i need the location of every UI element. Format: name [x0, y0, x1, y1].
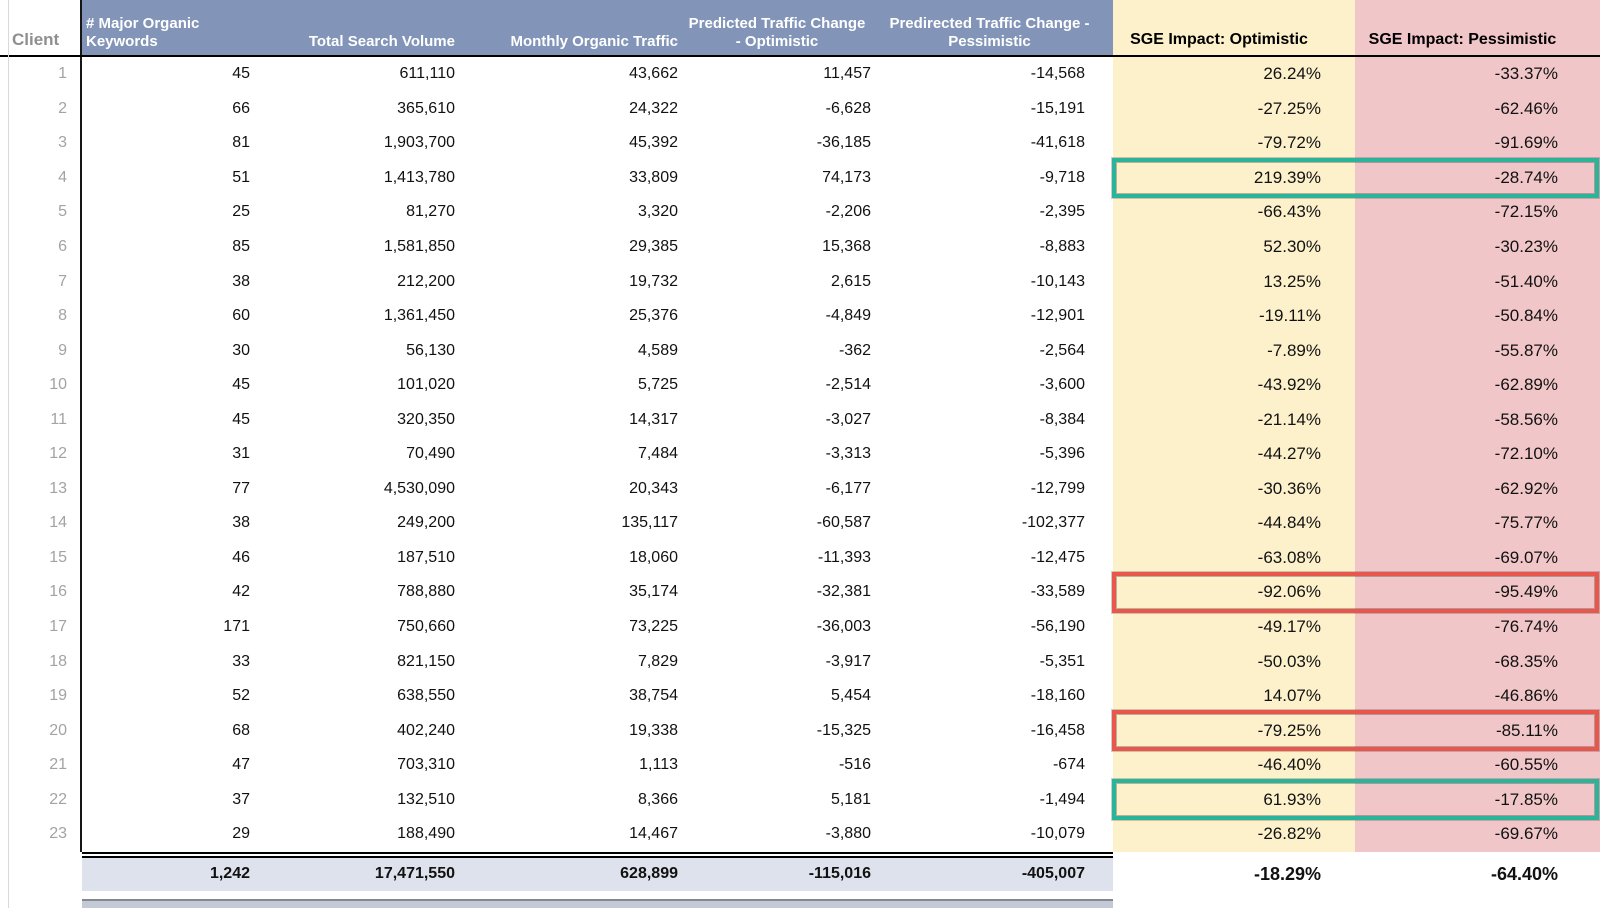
- cell-organic-traffic[interactable]: 3,320: [465, 195, 688, 230]
- cell-sge-optimistic[interactable]: -19.11%: [1113, 299, 1355, 334]
- cell-predicted-optimistic[interactable]: 15,368: [688, 230, 880, 265]
- cell-sge-pessimistic[interactable]: -60.55%: [1355, 748, 1600, 783]
- cell-keywords[interactable]: 171: [82, 610, 260, 645]
- cell-predicted-pessimistic[interactable]: -5,396: [880, 437, 1113, 472]
- total-predicted-pessimistic[interactable]: -405,007: [880, 858, 1113, 891]
- cell-sge-optimistic[interactable]: -46.40%: [1113, 748, 1355, 783]
- cell-search-volume[interactable]: 188,490: [260, 817, 465, 852]
- header-row: [0, 0, 1600, 57]
- cell-sge-pessimistic[interactable]: -17.85%: [1355, 782, 1600, 817]
- cell-predicted-optimistic[interactable]: 11,457: [688, 57, 880, 92]
- cell-organic-traffic[interactable]: 7,829: [465, 644, 688, 679]
- cell-client[interactable]: 1: [0, 57, 82, 92]
- cell-search-volume[interactable]: 81,270: [260, 195, 465, 230]
- cell-predicted-pessimistic[interactable]: -10,079: [880, 817, 1113, 852]
- cell-sge-optimistic[interactable]: -44.84%: [1113, 506, 1355, 541]
- cell-client[interactable]: 8: [0, 299, 82, 334]
- cell-sge-pessimistic[interactable]: -50.84%: [1355, 299, 1600, 334]
- cell-keywords[interactable]: 30: [82, 333, 260, 368]
- cell-predicted-pessimistic[interactable]: -12,901: [880, 299, 1113, 334]
- cell-organic-traffic[interactable]: 25,376: [465, 299, 688, 334]
- column-header-sge-optimistic[interactable]: SGE Impact: Optimistic: [1113, 0, 1355, 55]
- cell-search-volume[interactable]: 365,610: [260, 92, 465, 127]
- cell-predicted-pessimistic[interactable]: -33,589: [880, 575, 1113, 610]
- table-row: [0, 541, 1600, 576]
- cell-organic-traffic[interactable]: 1,113: [465, 748, 688, 783]
- cell-client[interactable]: 6: [0, 230, 82, 265]
- table-row: [0, 437, 1600, 472]
- cell-predicted-optimistic[interactable]: -2,206: [688, 195, 880, 230]
- cell-keywords[interactable]: 38: [82, 506, 260, 541]
- table-row: [0, 679, 1600, 714]
- cell-organic-traffic[interactable]: 38,754: [465, 679, 688, 714]
- cell-predicted-optimistic[interactable]: 5,454: [688, 679, 880, 714]
- cell-organic-traffic[interactable]: 14,467: [465, 817, 688, 852]
- cell-predicted-pessimistic[interactable]: -41,618: [880, 126, 1113, 161]
- cell-organic-traffic[interactable]: 135,117: [465, 506, 688, 541]
- table-row: [0, 817, 1600, 852]
- cell-search-volume[interactable]: 1,903,700: [260, 126, 465, 161]
- cell-sge-pessimistic[interactable]: -51.40%: [1355, 264, 1600, 299]
- cell-sge-pessimistic[interactable]: -91.69%: [1355, 126, 1600, 161]
- table-row: [0, 748, 1600, 783]
- cell-predicted-optimistic[interactable]: -32,381: [688, 575, 880, 610]
- total-predicted-optimistic[interactable]: -115,016: [688, 858, 880, 891]
- table-row: [0, 782, 1600, 817]
- cell-keywords[interactable]: 31: [82, 437, 260, 472]
- cell-organic-traffic[interactable]: 7,484: [465, 437, 688, 472]
- cell-organic-traffic[interactable]: 24,322: [465, 92, 688, 127]
- cell-keywords[interactable]: 68: [82, 713, 260, 748]
- cell-organic-traffic[interactable]: 43,662: [465, 57, 688, 92]
- cell-predicted-pessimistic[interactable]: -9,718: [880, 161, 1113, 196]
- cell-sge-optimistic[interactable]: -49.17%: [1113, 610, 1355, 645]
- cell-sge-pessimistic[interactable]: -30.23%: [1355, 230, 1600, 265]
- table-row: [0, 333, 1600, 368]
- cell-client[interactable]: 22: [0, 782, 82, 817]
- cell-sge-optimistic[interactable]: -27.25%: [1113, 92, 1355, 127]
- cell-organic-traffic[interactable]: 20,343: [465, 472, 688, 507]
- cell-client[interactable]: 2: [0, 92, 82, 127]
- table-body: [0, 57, 1600, 852]
- cell-search-volume[interactable]: 821,150: [260, 644, 465, 679]
- total-organic-traffic[interactable]: 628,899: [465, 858, 688, 891]
- column-header-organic-traffic[interactable]: Monthly Organic Traffic: [465, 0, 688, 55]
- cell-predicted-pessimistic[interactable]: -8,883: [880, 230, 1113, 265]
- cell-search-volume[interactable]: 638,550: [260, 679, 465, 714]
- cell-sge-pessimistic[interactable]: -69.67%: [1355, 817, 1600, 852]
- cell-predicted-optimistic[interactable]: -3,880: [688, 817, 880, 852]
- column-header-keywords[interactable]: # Major Organic Keywords: [82, 0, 260, 55]
- cell-client[interactable]: 5: [0, 195, 82, 230]
- cell-keywords[interactable]: 45: [82, 402, 260, 437]
- table-row: [0, 506, 1600, 541]
- table-row: [0, 299, 1600, 334]
- cell-predicted-pessimistic[interactable]: -5,351: [880, 644, 1113, 679]
- cell-sge-pessimistic[interactable]: -75.77%: [1355, 506, 1600, 541]
- cell-predicted-optimistic[interactable]: -11,393: [688, 541, 880, 576]
- cell-client[interactable]: 11: [0, 402, 82, 437]
- cell-sge-pessimistic[interactable]: -85.11%: [1355, 713, 1600, 748]
- cell-predicted-pessimistic[interactable]: -8,384: [880, 402, 1113, 437]
- cell-sge-pessimistic[interactable]: -72.10%: [1355, 437, 1600, 472]
- cell-sge-optimistic[interactable]: -43.92%: [1113, 368, 1355, 403]
- cell-predicted-optimistic[interactable]: -516: [688, 748, 880, 783]
- cell-sge-optimistic[interactable]: 13.25%: [1113, 264, 1355, 299]
- cell-organic-traffic[interactable]: 35,174: [465, 575, 688, 610]
- cell-sge-pessimistic[interactable]: -95.49%: [1355, 575, 1600, 610]
- cell-client[interactable]: 12: [0, 437, 82, 472]
- cell-keywords[interactable]: 37: [82, 782, 260, 817]
- cell-predicted-optimistic[interactable]: 74,173: [688, 161, 880, 196]
- cell-sge-optimistic[interactable]: 61.93%: [1113, 782, 1355, 817]
- next-row-partial: [82, 899, 1113, 908]
- cell-keywords[interactable]: 51: [82, 161, 260, 196]
- cell-sge-pessimistic[interactable]: -55.87%: [1355, 333, 1600, 368]
- cell-keywords[interactable]: 38: [82, 264, 260, 299]
- cell-client[interactable]: 20: [0, 713, 82, 748]
- table-row: [0, 57, 1600, 92]
- cell-keywords[interactable]: 66: [82, 92, 260, 127]
- cell-organic-traffic[interactable]: 29,385: [465, 230, 688, 265]
- cell-search-volume[interactable]: 611,110: [260, 57, 465, 92]
- cell-predicted-pessimistic[interactable]: -12,799: [880, 472, 1113, 507]
- cell-keywords[interactable]: 85: [82, 230, 260, 265]
- cell-sge-pessimistic[interactable]: -28.74%: [1355, 161, 1600, 196]
- cell-sge-pessimistic[interactable]: -46.86%: [1355, 679, 1600, 714]
- cell-organic-traffic[interactable]: 8,366: [465, 782, 688, 817]
- cell-organic-traffic[interactable]: 73,225: [465, 610, 688, 645]
- cell-predicted-optimistic[interactable]: -36,003: [688, 610, 880, 645]
- total-sge-pessimistic[interactable]: -64.40%: [1355, 858, 1600, 891]
- table-row: [0, 230, 1600, 265]
- cell-keywords[interactable]: 45: [82, 57, 260, 92]
- cell-search-volume[interactable]: 56,130: [260, 333, 465, 368]
- table-row: [0, 713, 1600, 748]
- cell-sge-pessimistic[interactable]: -76.74%: [1355, 610, 1600, 645]
- cell-organic-traffic[interactable]: 18,060: [465, 541, 688, 576]
- cell-keywords[interactable]: 42: [82, 575, 260, 610]
- cell-sge-pessimistic[interactable]: -62.92%: [1355, 472, 1600, 507]
- cell-predicted-optimistic[interactable]: -6,628: [688, 92, 880, 127]
- cell-search-volume[interactable]: 212,200: [260, 264, 465, 299]
- total-keywords[interactable]: 1,242: [82, 858, 260, 891]
- table-row: [0, 368, 1600, 403]
- cell-predicted-pessimistic[interactable]: -674: [880, 748, 1113, 783]
- table-row: [0, 402, 1600, 437]
- cell-predicted-pessimistic[interactable]: -18,160: [880, 679, 1113, 714]
- cell-search-volume[interactable]: 703,310: [260, 748, 465, 783]
- cell-sge-optimistic[interactable]: -66.43%: [1113, 195, 1355, 230]
- cell-predicted-pessimistic[interactable]: -15,191: [880, 92, 1113, 127]
- cell-sge-optimistic[interactable]: 52.30%: [1113, 230, 1355, 265]
- cell-sge-optimistic[interactable]: -79.72%: [1113, 126, 1355, 161]
- cell-predicted-optimistic[interactable]: 5,181: [688, 782, 880, 817]
- cell-keywords[interactable]: 45: [82, 368, 260, 403]
- column-header-search-volume[interactable]: Total Search Volume: [260, 0, 465, 55]
- cell-sge-pessimistic[interactable]: -62.89%: [1355, 368, 1600, 403]
- table-row: [0, 610, 1600, 645]
- cell-organic-traffic[interactable]: 19,732: [465, 264, 688, 299]
- table-row: [0, 644, 1600, 679]
- cell-search-volume[interactable]: 4,530,090: [260, 472, 465, 507]
- cell-client[interactable]: 13: [0, 472, 82, 507]
- client-column-header[interactable]: Client: [0, 0, 82, 55]
- cell-search-volume[interactable]: 750,660: [260, 610, 465, 645]
- cell-keywords[interactable]: 77: [82, 472, 260, 507]
- table-row: [0, 575, 1600, 610]
- cell-client[interactable]: 15: [0, 541, 82, 576]
- cell-keywords[interactable]: 46: [82, 541, 260, 576]
- cell-search-volume[interactable]: 402,240: [260, 713, 465, 748]
- cell-sge-optimistic[interactable]: -26.82%: [1113, 817, 1355, 852]
- column-header-predicted-pessimistic[interactable]: Predirected Traffic Change - Pessimistic: [880, 0, 1113, 55]
- cell-keywords[interactable]: 47: [82, 748, 260, 783]
- cell-predicted-pessimistic[interactable]: -102,377: [880, 506, 1113, 541]
- cell-client[interactable]: 21: [0, 748, 82, 783]
- cell-predicted-pessimistic[interactable]: -12,475: [880, 541, 1113, 576]
- cell-client[interactable]: 7: [0, 264, 82, 299]
- cell-predicted-optimistic[interactable]: -6,177: [688, 472, 880, 507]
- cell-keywords[interactable]: 33: [82, 644, 260, 679]
- total-client-cell[interactable]: [0, 858, 82, 891]
- cell-client[interactable]: 4: [0, 161, 82, 196]
- cell-sge-pessimistic[interactable]: -69.07%: [1355, 541, 1600, 576]
- cell-predicted-pessimistic[interactable]: -3,600: [880, 368, 1113, 403]
- cell-predicted-pessimistic[interactable]: -16,458: [880, 713, 1113, 748]
- cell-sge-optimistic[interactable]: -7.89%: [1113, 333, 1355, 368]
- cell-predicted-pessimistic[interactable]: -1,494: [880, 782, 1113, 817]
- cell-search-volume[interactable]: 187,510: [260, 541, 465, 576]
- table-row: [0, 126, 1600, 161]
- cell-predicted-pessimistic[interactable]: -2,395: [880, 195, 1113, 230]
- cell-predicted-optimistic[interactable]: -4,849: [688, 299, 880, 334]
- table-row: [0, 195, 1600, 230]
- table-row: [0, 92, 1600, 127]
- cell-predicted-optimistic[interactable]: -3,313: [688, 437, 880, 472]
- cell-predicted-pessimistic[interactable]: -2,564: [880, 333, 1113, 368]
- cell-keywords[interactable]: 52: [82, 679, 260, 714]
- cell-client[interactable]: 14: [0, 506, 82, 541]
- cell-keywords[interactable]: 81: [82, 126, 260, 161]
- table-row: [0, 264, 1600, 299]
- total-sge-optimistic[interactable]: -18.29%: [1113, 858, 1355, 891]
- cell-organic-traffic[interactable]: 33,809: [465, 161, 688, 196]
- cell-sge-optimistic[interactable]: -79.25%: [1113, 713, 1355, 748]
- cell-organic-traffic[interactable]: 19,338: [465, 713, 688, 748]
- cell-search-volume[interactable]: 1,581,850: [260, 230, 465, 265]
- total-row: [0, 858, 1600, 891]
- column-header-sge-pessimistic[interactable]: SGE Impact: Pessimistic: [1355, 0, 1600, 55]
- cell-sge-pessimistic[interactable]: -72.15%: [1355, 195, 1600, 230]
- cell-search-volume[interactable]: 1,361,450: [260, 299, 465, 334]
- cell-client[interactable]: 19: [0, 679, 82, 714]
- cell-search-volume[interactable]: 70,490: [260, 437, 465, 472]
- cell-predicted-optimistic[interactable]: -3,027: [688, 402, 880, 437]
- cell-search-volume[interactable]: 132,510: [260, 782, 465, 817]
- cell-keywords[interactable]: 25: [82, 195, 260, 230]
- cell-sge-pessimistic[interactable]: -62.46%: [1355, 92, 1600, 127]
- cell-sge-optimistic[interactable]: 26.24%: [1113, 57, 1355, 92]
- table-row: [0, 472, 1600, 507]
- cell-sge-pessimistic[interactable]: -33.37%: [1355, 57, 1600, 92]
- cell-client[interactable]: 18: [0, 644, 82, 679]
- cell-keywords[interactable]: 60: [82, 299, 260, 334]
- total-search-volume[interactable]: 17,471,550: [260, 858, 465, 891]
- cell-predicted-optimistic[interactable]: -15,325: [688, 713, 880, 748]
- cell-sge-optimistic[interactable]: -44.27%: [1113, 437, 1355, 472]
- pane-edge-line: [8, 0, 9, 908]
- cell-predicted-optimistic[interactable]: 2,615: [688, 264, 880, 299]
- cell-sge-optimistic[interactable]: 14.07%: [1113, 679, 1355, 714]
- cell-client[interactable]: 23: [0, 817, 82, 852]
- cell-predicted-pessimistic[interactable]: -10,143: [880, 264, 1113, 299]
- cell-sge-optimistic[interactable]: -30.36%: [1113, 472, 1355, 507]
- cell-client[interactable]: 10: [0, 368, 82, 403]
- cell-sge-optimistic[interactable]: -21.14%: [1113, 402, 1355, 437]
- cell-predicted-optimistic[interactable]: -2,514: [688, 368, 880, 403]
- cell-sge-pessimistic[interactable]: -58.56%: [1355, 402, 1600, 437]
- cell-client[interactable]: 9: [0, 333, 82, 368]
- column-header-predicted-optimistic[interactable]: Predicted Traffic Change - Optimistic: [688, 0, 880, 55]
- cell-predicted-optimistic[interactable]: -36,185: [688, 126, 880, 161]
- cell-sge-optimistic[interactable]: -50.03%: [1113, 644, 1355, 679]
- cell-search-volume[interactable]: 320,350: [260, 402, 465, 437]
- cell-search-volume[interactable]: 1,413,780: [260, 161, 465, 196]
- cell-organic-traffic[interactable]: 4,589: [465, 333, 688, 368]
- cell-predicted-pessimistic[interactable]: -14,568: [880, 57, 1113, 92]
- cell-organic-traffic[interactable]: 5,725: [465, 368, 688, 403]
- cell-organic-traffic[interactable]: 45,392: [465, 126, 688, 161]
- cell-sge-optimistic[interactable]: -92.06%: [1113, 575, 1355, 610]
- cell-search-volume[interactable]: 788,880: [260, 575, 465, 610]
- cell-sge-pessimistic[interactable]: -68.35%: [1355, 644, 1600, 679]
- cell-predicted-optimistic[interactable]: -362: [688, 333, 880, 368]
- table-row: [0, 161, 1600, 196]
- cell-client[interactable]: 16: [0, 575, 82, 610]
- cell-organic-traffic[interactable]: 14,317: [465, 402, 688, 437]
- cell-search-volume[interactable]: 101,020: [260, 368, 465, 403]
- cell-client[interactable]: 3: [0, 126, 82, 161]
- cell-sge-optimistic[interactable]: 219.39%: [1113, 161, 1355, 196]
- cell-predicted-pessimistic[interactable]: -56,190: [880, 610, 1113, 645]
- cell-client[interactable]: 17: [0, 610, 82, 645]
- cell-search-volume[interactable]: 249,200: [260, 506, 465, 541]
- cell-keywords[interactable]: 29: [82, 817, 260, 852]
- cell-predicted-optimistic[interactable]: -60,587: [688, 506, 880, 541]
- cell-predicted-optimistic[interactable]: -3,917: [688, 644, 880, 679]
- cell-sge-optimistic[interactable]: -63.08%: [1113, 541, 1355, 576]
